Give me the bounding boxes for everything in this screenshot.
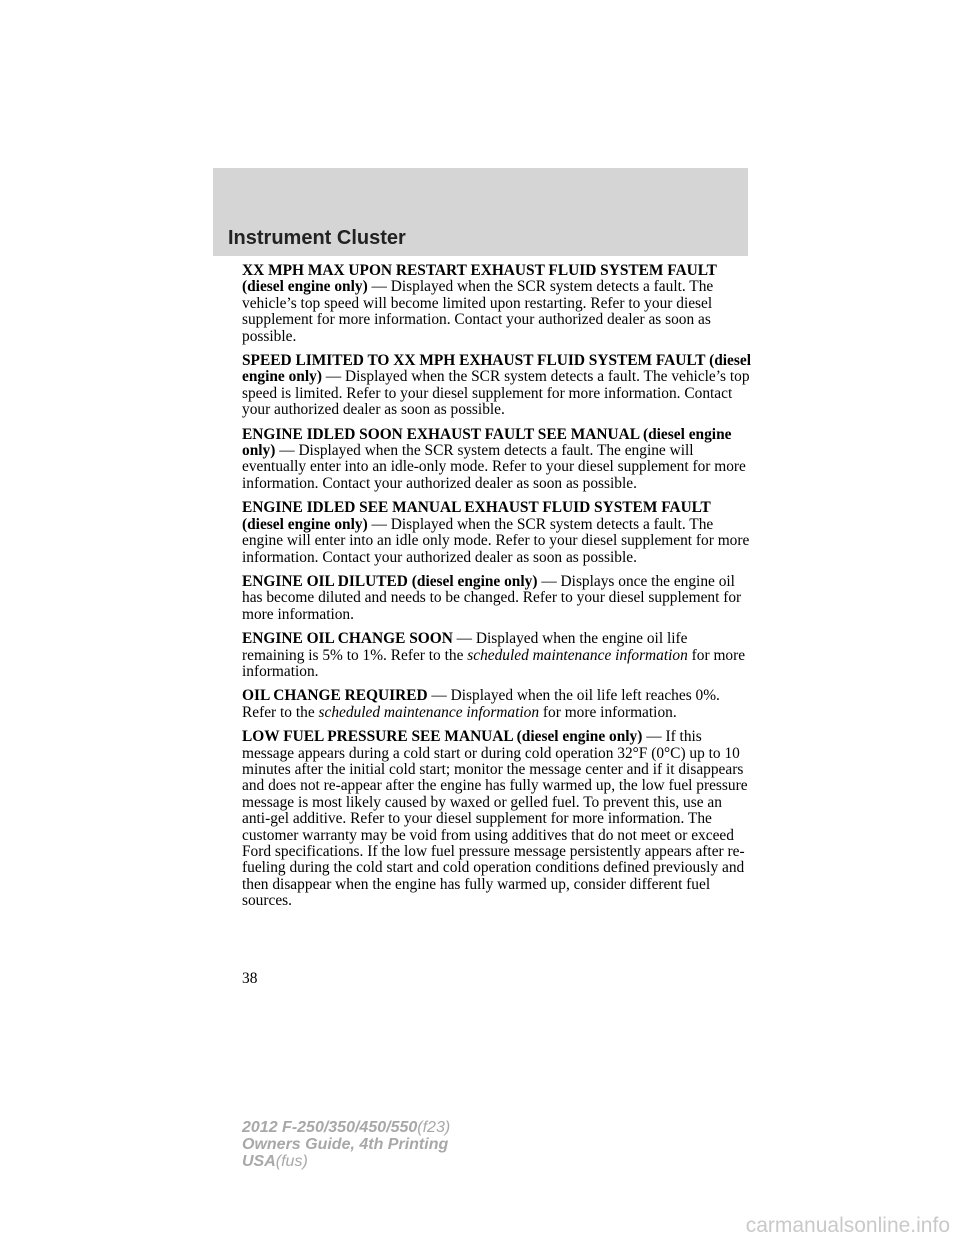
footer-line-printing xyxy=(242,1136,450,1153)
reference-link-text: scheduled maintenance information xyxy=(318,703,540,721)
message-entry xyxy=(242,631,752,680)
message-entry xyxy=(242,500,752,566)
footer-printing: Owners Guide, 4th Printing xyxy=(242,1136,449,1153)
message-title: ENGINE IDLED SEE MANUAL EXHAUST FLUID SYSTEM FAULT (diesel engine only) xyxy=(242,499,711,533)
message-entry xyxy=(242,263,752,345)
footer-market: USA xyxy=(242,1153,276,1170)
message-description-end: for more information. xyxy=(539,703,677,721)
footer-market-code: (fus) xyxy=(275,1153,308,1170)
message-description-end: for more information. xyxy=(242,646,746,680)
message-title: ENGINE IDLED SOON EXHAUST FAULT SEE MANUAL (diesel engine only) xyxy=(242,425,732,460)
message-description: — Displayed when the SCR system detects a fault. The vehicle’s top speed is limited. Refer to your diesel supplement for more information. Contact your authorized dealer as soon as possible. xyxy=(242,368,750,419)
footer-model: 2012 F-250/350/450/550 xyxy=(242,1119,418,1136)
document-footer xyxy=(242,1119,450,1170)
footer-line-market xyxy=(242,1153,450,1170)
message-entry xyxy=(242,353,752,419)
message-title: LOW FUEL PRESSURE SEE MANUAL (diesel engine only) xyxy=(242,728,643,746)
message-title: SPEED LIMITED TO XX MPH EXHAUST FLUID SYSTEM FAULT (diesel engine only) xyxy=(242,352,751,386)
message-title: OIL CHANGE REQUIRED xyxy=(242,687,428,705)
message-description: — Displayed when the oil life left reaches 0%. Refer to the xyxy=(242,687,720,721)
message-description: — Displayed when the SCR system detects a fault. The engine will eventually enter into an idle-only mode. Refer to your diesel supplement for more information. Contact your authorized dealer as soon as possible. xyxy=(242,442,746,492)
section-header-bar xyxy=(213,168,748,256)
message-description: — Displays once the engine oil has become diluted and needs to be changed. Refer to your diesel supplement for more information. xyxy=(242,572,742,623)
footer-line-model xyxy=(242,1119,450,1136)
watermark: carmanualsonline.info xyxy=(745,1214,950,1237)
reference-link-text: scheduled maintenance information xyxy=(467,646,688,664)
message-title: ENGINE OIL CHANGE SOON xyxy=(242,630,453,648)
message-entry xyxy=(242,574,752,623)
message-description: — Displayed when the SCR system detects a fault. The engine will enter into an idle only mode. Refer to your diesel supplement for more information. Contact your authorized dealer as soon as possible. xyxy=(242,515,750,566)
section-title: Instrument Cluster xyxy=(228,227,406,249)
message-title: ENGINE OIL DILUTED (diesel engine only) xyxy=(242,572,538,590)
message-list xyxy=(242,263,752,918)
message-description: — Displayed when the engine oil life remaining is 5% to 1%. Refer to the xyxy=(242,630,688,664)
message-entry xyxy=(242,688,752,721)
message-description: — Displayed when the SCR system detects a fault. The vehicle’s top speed will become limited upon restarting. Refer to your diesel supplement for more information. Contact your authorized dealer as soon as possible. xyxy=(242,278,714,345)
message-entry xyxy=(242,427,752,493)
message-title: XX MPH MAX UPON RESTART EXHAUST FLUID SYSTEM FAULT (diesel engine only) xyxy=(242,262,717,296)
page-number: 38 xyxy=(242,970,258,987)
footer-model-code: (f23) xyxy=(417,1119,451,1136)
message-entry xyxy=(242,729,752,909)
message-description: — If this message appears during a cold start or during cold operation 32°F (0°C) up to 10 minutes after the initial cold start; monitor the message center and if it disappears and does not re-appear after the engine has fully warmed up, the low fuel pressure message is most likely caused by waxed or gelled fuel. To prevent this, use an anti-gel additive. Refer to your diesel supplement for more information. The customer warranty may be void from using additives that do not meet or exceed Ford specifications. If the low fuel pressure message persistently appears after re-fueling during the cold start and cold operation conditions defined previously and then disappear when the engine has fully warmed up, consider different fuel sources. xyxy=(242,728,748,910)
